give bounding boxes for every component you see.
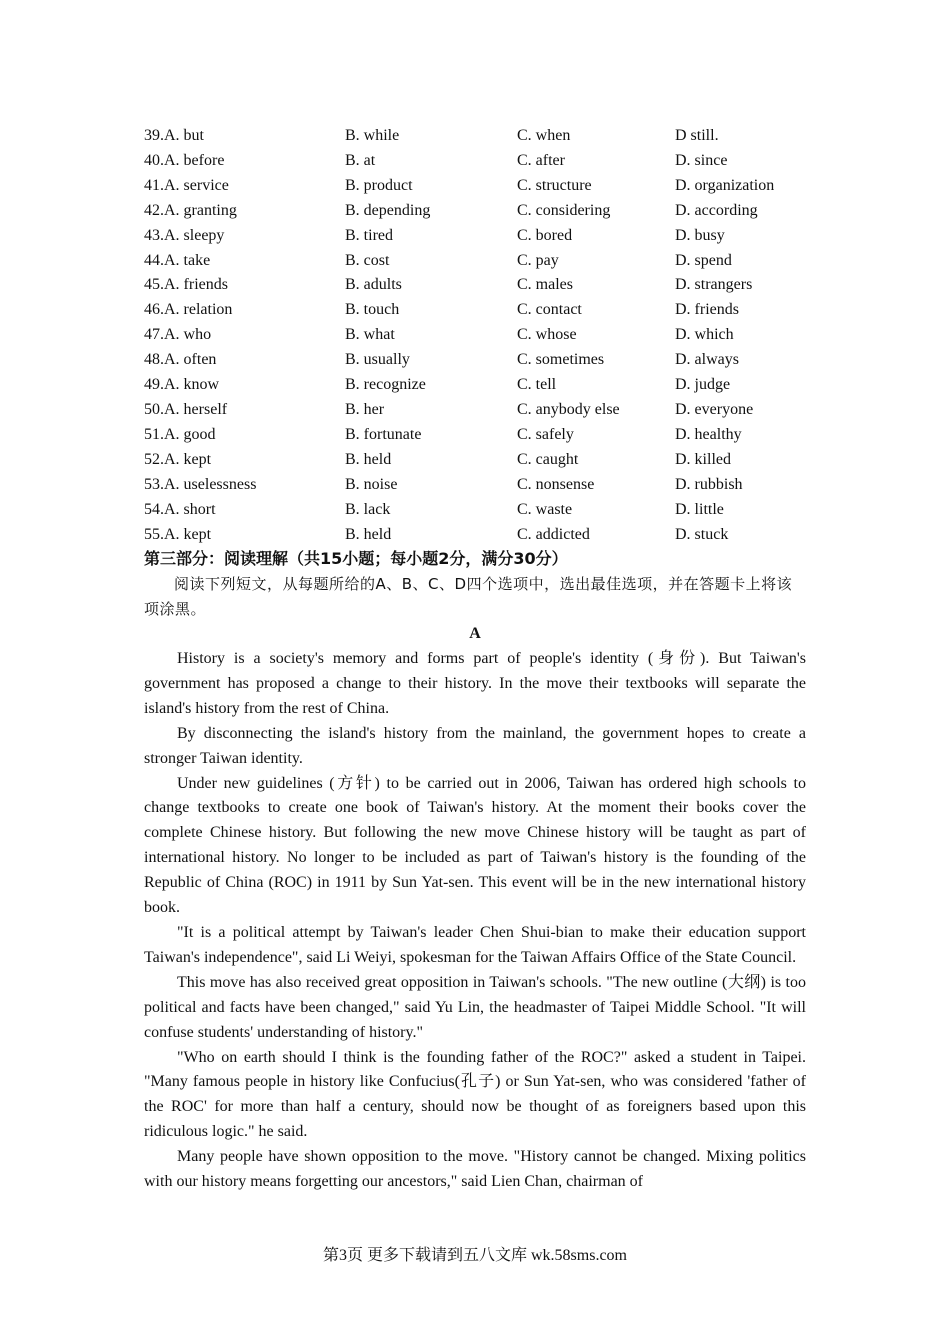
option-c: C. pay (517, 251, 559, 269)
option-d: D still. (675, 127, 719, 144)
option-a: 41.A. service (144, 176, 229, 194)
option-row (144, 323, 806, 348)
passage-paragraph: Many people have shown opposition to the move. "History cannot be changed. Mixing politics with our history means forgetting our ancestors," said Lien Chan, chairman of (144, 1148, 806, 1191)
option-a: 47.A. who (144, 326, 212, 344)
option-c: C. waste (517, 500, 573, 518)
option-b: B. recognize (345, 376, 426, 394)
option-row (144, 473, 806, 498)
cloze-options-table (144, 124, 806, 547)
option-c: C. when (517, 127, 571, 144)
option-b: B. touch (345, 301, 400, 319)
passage-paragraph: "Who on earth should I think is the founding father of the ROC?" asked a student in Taipei. "Many famous people in history like Confucius(孔子) or Sun Yat-sen, who was considered 'father of the ROC' for more than half a century, should now be thought of as foreigners based upon this ridiculous logic." he said. (144, 1048, 806, 1141)
option-c: C. sometimes (517, 351, 605, 369)
option-d: D. organization (675, 176, 775, 194)
option-c: C. addicted (517, 525, 590, 543)
option-b: B. held (345, 450, 392, 468)
option-a: 52.A. kept (144, 450, 212, 468)
option-c: C. after (517, 151, 565, 169)
option-d: D. everyone (675, 400, 754, 418)
option-d: D. since (675, 151, 728, 169)
passage-paragraph: This move has also received great opposition in Taiwan's schools. "The new outline (大纲) is too political and facts have been changed," said Yu Lin, the headmaster of Taipei Middle School. "It will confuse students' understanding of history." (144, 973, 806, 1041)
option-a: 50.A. herself (144, 400, 228, 418)
option-c: C. nonsense (517, 475, 595, 493)
option-a: 39.A. but (144, 127, 204, 144)
option-row (144, 448, 806, 473)
option-d: D. friends (675, 301, 739, 319)
option-b: B. at (345, 151, 376, 169)
option-row (144, 523, 806, 548)
option-d: D. rubbish (675, 475, 743, 493)
option-b: B. adults (345, 276, 402, 294)
option-row (144, 498, 806, 523)
option-row (144, 273, 806, 298)
option-b: B. tired (345, 226, 393, 244)
option-d: D. busy (675, 226, 725, 244)
option-c: C. whose (517, 326, 577, 344)
option-a: 43.A. sleepy (144, 226, 225, 244)
option-row (144, 423, 806, 448)
passage-paragraph: History is a society's memory and forms part of people's identity (身份). But Taiwan's government has proposed a change to their history. In the move their textbooks will separate the island's history from the rest of China. (144, 650, 806, 717)
passage-paragraph: "It is a political attempt by Taiwan's leader Chen Shui-bian to make their education support Taiwan's independence", said Li Weiyi, spokesman for the Taiwan Affairs Office of the State Council. (144, 924, 806, 966)
option-b: B. what (345, 326, 395, 344)
option-d: D. always (675, 351, 739, 369)
option-a: 48.A. often (144, 351, 217, 369)
option-row (144, 249, 806, 274)
section-instruction: 阅读下列短文，从每题所给的A、B、C、D四个选项中，选出最佳选项，并在答题卡上将该项涂黑。 (144, 575, 793, 619)
option-d: D. which (675, 326, 734, 344)
option-c: C. structure (517, 176, 592, 194)
option-c: C. males (517, 276, 573, 294)
option-c: C. considering (517, 201, 611, 219)
option-a: 51.A. good (144, 425, 216, 443)
passage-label: A (469, 625, 481, 643)
option-a: 55.A. kept (144, 525, 212, 543)
option-b: B. her (345, 400, 385, 418)
option-row (144, 149, 806, 174)
option-c: C. caught (517, 450, 579, 468)
option-a: 54.A. short (144, 500, 216, 518)
option-b: B. held (345, 525, 392, 543)
option-c: C. contact (517, 301, 582, 319)
option-d: D. stuck (675, 525, 729, 543)
page-content (144, 124, 806, 1195)
option-d: D. killed (675, 450, 731, 468)
option-d: D. according (675, 201, 758, 219)
option-d: D. healthy (675, 425, 742, 443)
passage-paragraph: Under new guidelines (方针) to be carried out in 2006, Taiwan has ordered high schools to change textbooks to create one book of Taiwan's history. At the moment their books cover the complete Chinese history. But following the new move Chinese history will be taught as part of international history. No longer to be included as part of Taiwan's history is the founding of the Republic of China (ROC) in 1911 by Sun Yat-sen. This event will be in the new international history book. (144, 774, 806, 917)
option-d: D. strangers (675, 276, 753, 294)
option-a: 42.A. granting (144, 201, 237, 219)
option-d: D. spend (675, 251, 732, 269)
option-b: B. usually (345, 351, 410, 369)
option-row (144, 199, 806, 224)
option-row (144, 224, 806, 249)
option-b: B. product (345, 176, 413, 194)
option-c: C. bored (517, 226, 573, 244)
page-footer: 第3页 更多下载请到五八文库 wk.58sms.com (322, 1247, 627, 1264)
option-c: C. tell (517, 376, 557, 394)
option-row (144, 398, 806, 423)
option-a: 46.A. relation (144, 301, 233, 319)
option-b: B. lack (345, 500, 391, 518)
option-a: 40.A. before (144, 151, 225, 169)
option-a: 53.A. uselessness (144, 475, 257, 493)
option-row (144, 298, 806, 323)
option-d: D. little (675, 500, 724, 518)
option-row (144, 124, 806, 149)
option-a: 49.A. know (144, 376, 220, 394)
option-c: C. safely (517, 425, 574, 443)
option-d: D. judge (675, 376, 731, 394)
option-b: B. while (345, 127, 400, 144)
option-b: B. cost (345, 251, 390, 269)
option-b: B. fortunate (345, 425, 422, 443)
option-b: B. depending (345, 201, 431, 219)
option-row (144, 348, 806, 373)
section-title: 第三部分：阅读理解（共15小题；每小题2分，满分30分） (144, 549, 568, 569)
passage-paragraph: By disconnecting the island's history from the mainland, the government hopes to create a stronger Taiwan identity. (144, 724, 806, 767)
option-c: C. anybody else (517, 400, 620, 418)
option-a: 44.A. take (144, 251, 211, 269)
option-b: B. noise (345, 475, 398, 493)
option-row (144, 174, 806, 199)
option-a: 45.A. friends (144, 276, 228, 294)
option-row (144, 373, 806, 398)
